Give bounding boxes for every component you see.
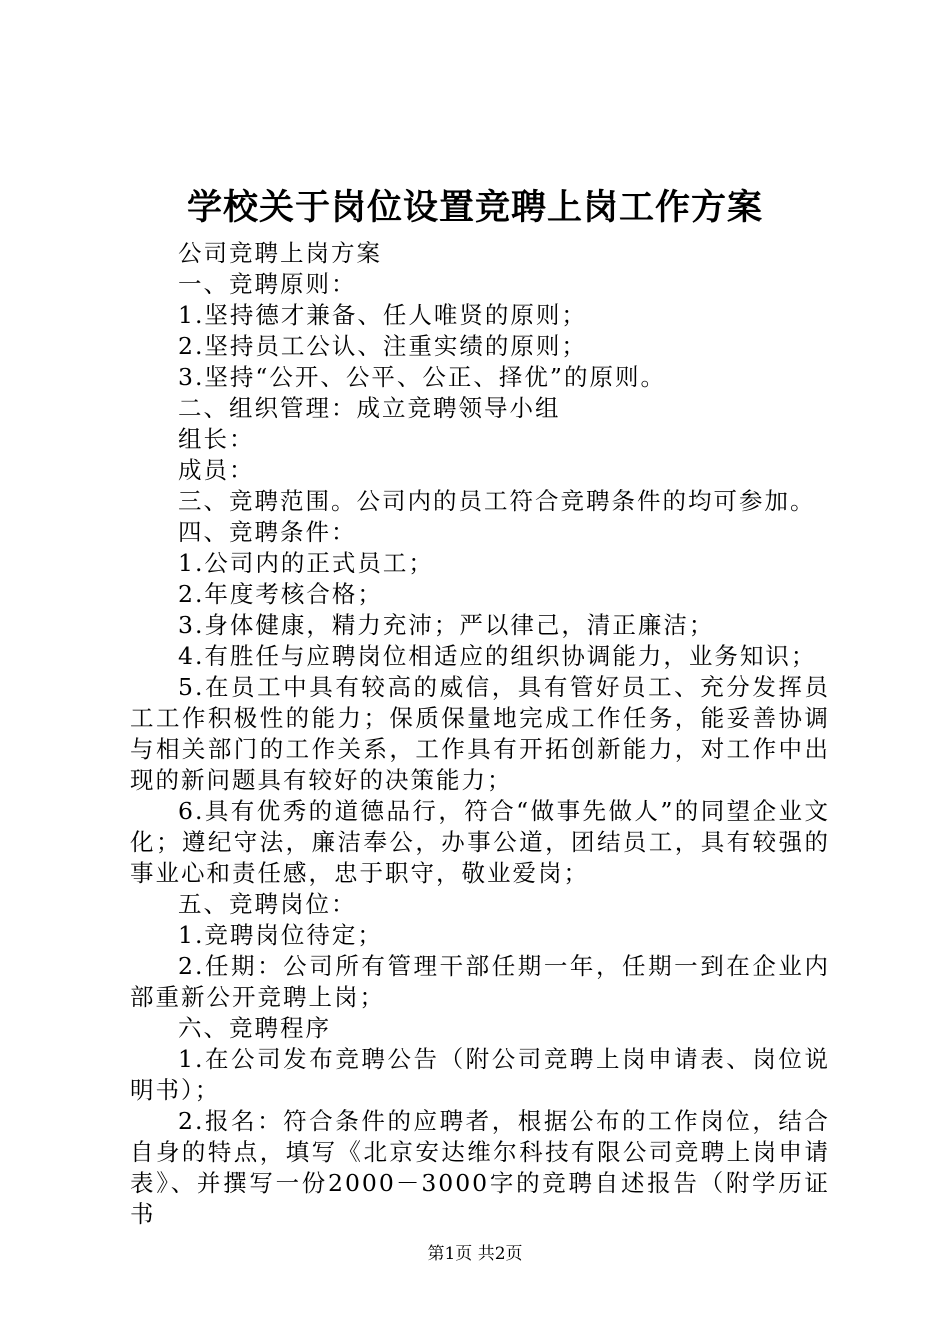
paragraph: 3.坚持“公开、公平、公正、择优”的原则。: [178, 363, 666, 391]
paragraph: 5.在员工中具有较高的威信，具有管好员工、充分发挥员工工作积极性的能力；保质保量地完成工作任务，能妥善协调与相关部门的工作关系，工作具有开拓创新能力，对工作中出现的新问题具有较好的决策能力；: [130, 673, 830, 794]
paragraph: 三、竞聘范围。公司内的员工符合竞聘条件的均可参加。: [178, 487, 816, 515]
paragraph: 成员：: [178, 456, 255, 484]
paragraph: 4.有胜任与应聘岗位相适应的组织协调能力，业务知识；: [178, 642, 817, 670]
paragraph: 组长：: [178, 425, 255, 453]
paragraph: 2.任期：公司所有管理干部任期一年，任期一到在企业内部重新公开竞聘上岗；: [130, 952, 830, 1011]
paragraph: 六、竞聘程序: [178, 1014, 331, 1042]
paragraph: 1.竞聘岗位待定；: [178, 921, 383, 949]
paragraph: 公司竞聘上岗方案: [178, 239, 382, 267]
page-footer: 第1页 共2页: [427, 1244, 523, 1264]
document-body: [130, 238, 830, 1230]
paragraph: 一、竞聘原则：: [178, 270, 357, 298]
document-title: 学校关于岗位设置竞聘上岗工作方案: [186, 187, 763, 228]
paragraph: 6.具有优秀的道德品行，符合“做事先做人”的同望企业文化；遵纪守法，廉洁奉公，办事公道，团结员工，具有较强的事业心和责任感，忠于职守，敬业爱岗；: [130, 797, 830, 887]
paragraph: 四、竞聘条件：: [178, 518, 357, 546]
paragraph: 2.报名：符合条件的应聘者，根据公布的工作岗位，结合自身的特点，填写《北京安达维尔科技有限公司竞聘上岗申请表》、并撰写一份2000－3000字的竞聘自述报告（附学历证书: [130, 1107, 830, 1228]
paragraph: 五、竞聘岗位：: [178, 890, 357, 918]
paragraph: 1.在公司发布竞聘公告（附公司竞聘上岗申请表、岗位说明书）；: [130, 1045, 830, 1104]
paragraph: 1.坚持德才兼备、任人唯贤的原则；: [178, 301, 587, 329]
paragraph: 2.坚持员工公认、注重实绩的原则；: [178, 332, 587, 360]
paragraph: 1.公司内的正式员工；: [178, 549, 434, 577]
paragraph: 2.年度考核合格；: [178, 580, 383, 608]
paragraph: 二、组织管理：成立竞聘领导小组: [178, 394, 561, 422]
paragraph: 3.身体健康，精力充沛；严以律己，清正廉洁；: [178, 611, 715, 639]
